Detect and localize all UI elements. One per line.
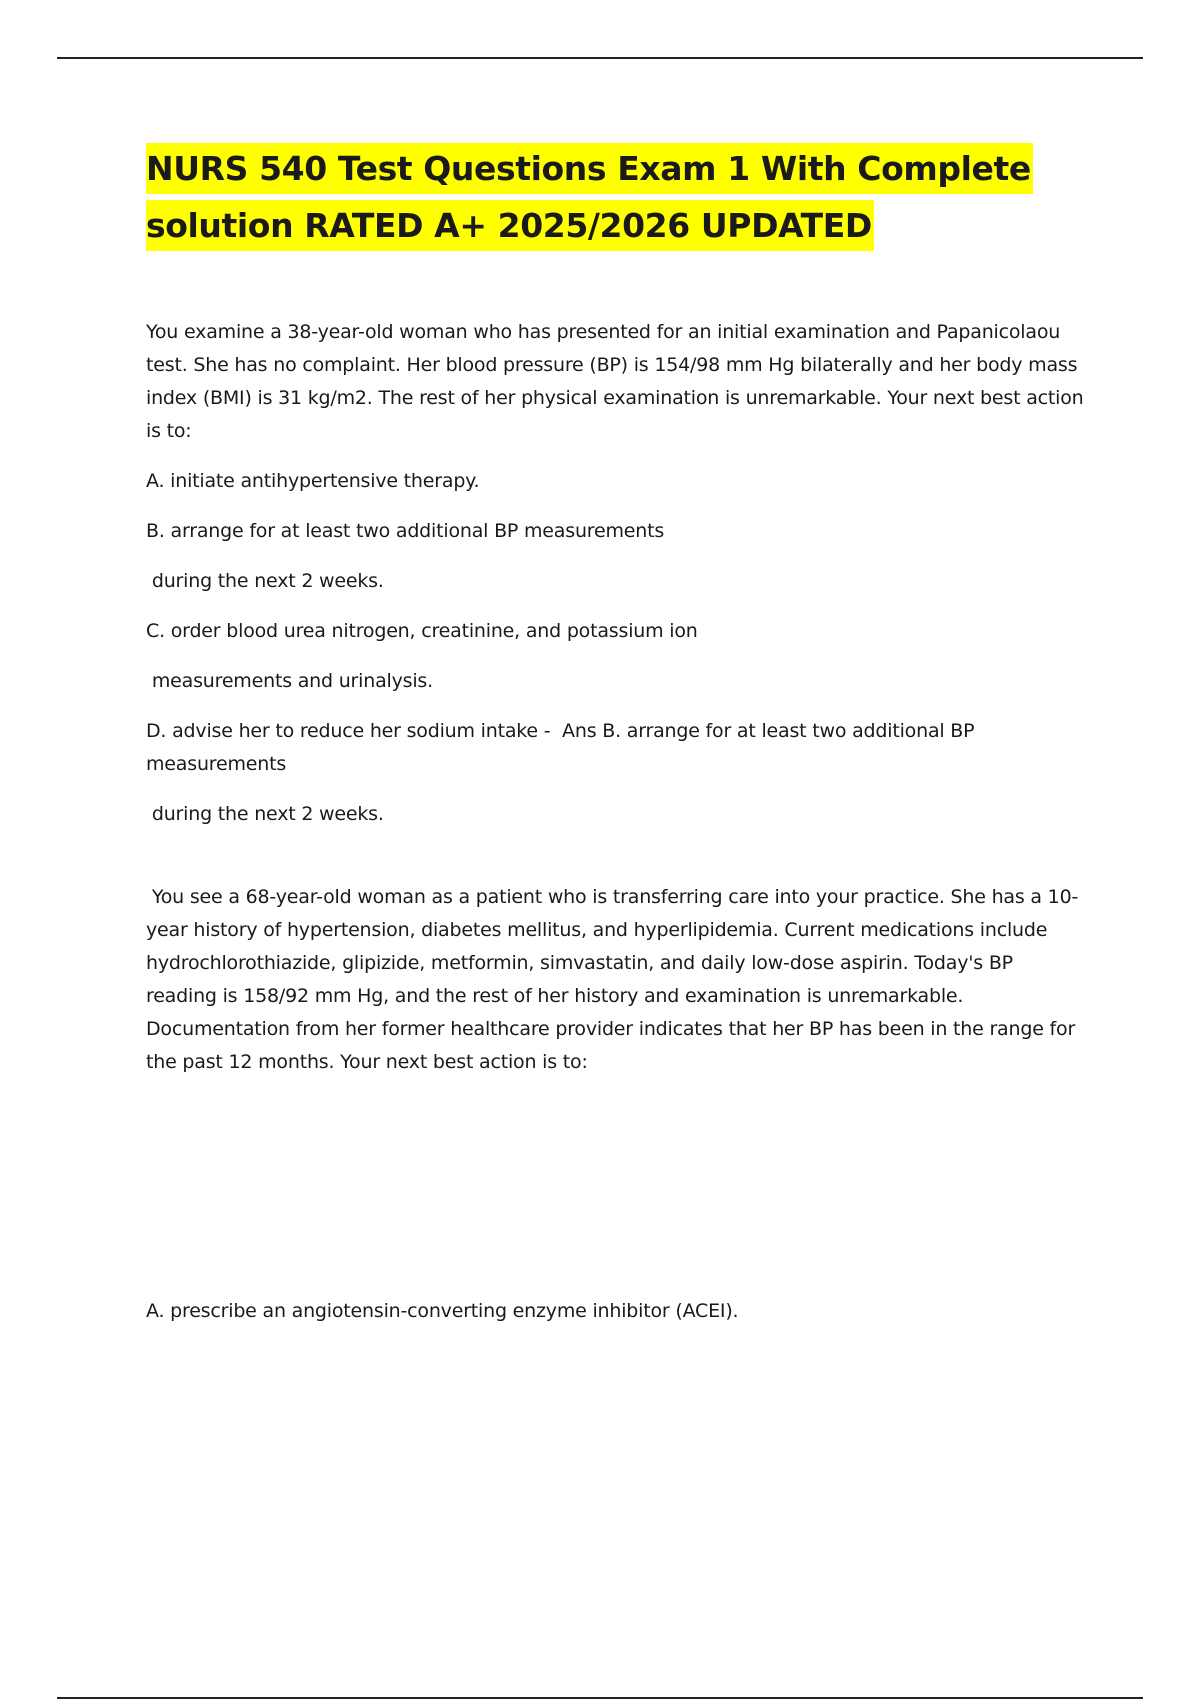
question1-option-b-cont: during the next 2 weeks.	[146, 570, 384, 592]
bottom-rule	[57, 1697, 1143, 1699]
top-rule	[57, 57, 1143, 59]
document-body	[146, 140, 1086, 1328]
question1-option-d-answer: D. advise her to reduce her sodium intake - Ans B. arrange for at least two additional BP measurements	[146, 720, 981, 775]
question1-option-b: B. arrange for at least two additional BP measurements	[146, 520, 665, 542]
question1-option-c-cont: measurements and urinalysis.	[146, 670, 433, 692]
document-title	[146, 140, 1086, 254]
question1-answer-cont: during the next 2 weeks.	[146, 803, 384, 825]
question1-stem: You examine a 38-year-old woman who has presented for an initial examination and Papanicolaou test. She has no complaint. Her blood pressure (BP) is 154/98 mm Hg bilaterally and her body mass index (BMI) is 31 kg/m2. The rest of her physical examination is unremarkable. Your next best action is to:	[146, 321, 1084, 442]
title-highlight: NURS 540 Test Questions Exam 1 With Complete solution RATED A+ 2025/2026 UPDATED	[146, 143, 1033, 251]
question2-option-a: A. prescribe an angiotensin-converting enzyme inhibitor (ACEI).	[146, 1300, 739, 1322]
question1-option-a: A. initiate antihypertensive therapy.	[146, 470, 480, 492]
question2-stem: You see a 68-year-old woman as a patient who is transferring care into your practice. She has a 10-year history of hypertension, diabetes mellitus, and hyperlipidemia. Current medications include hydrochlorothiazide, glipizide, metformin, simvastatin, and daily low-dose aspirin. Today's BP reading is 158/92 mm Hg, and the rest of her history and examination is unremarkable. Documentation from her former healthcare provider indicates that her BP has been in the range for the past 12 months. Your next best action is to:	[146, 886, 1081, 1073]
question1-option-c: C. order blood urea nitrogen, creatinine, and potassium ion	[146, 620, 698, 642]
